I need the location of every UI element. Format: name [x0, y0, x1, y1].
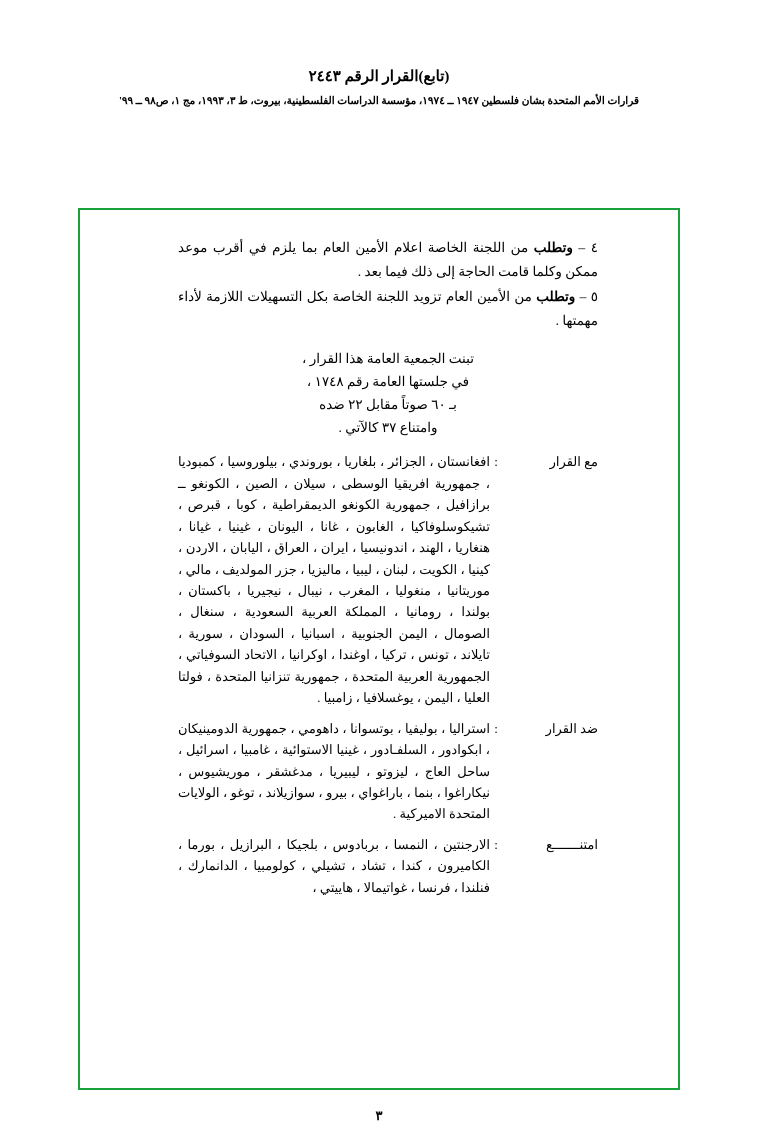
- adoption-block: [178, 347, 598, 440]
- vote-label-abstained: امتنـــــــع: [546, 836, 598, 852]
- vote-results: [178, 451, 598, 898]
- adoption-line-4: وامتناع ٣٧ كالآتي .: [338, 420, 438, 436]
- adoption-line-1: تبنت الجمعية العامة هذا القرار ،: [302, 350, 474, 366]
- vote-list-against: استراليا ، بوليفيا ، بوتسوانا ، داهومي ، جمهورية الدومينيكان ، ابكوادور ، السلفـادور ، غينيا الاستوائية ، غامبيا ، اسرائيل ، ساحل العاج ، ليزوتو ، ليبيريا ، مدغشقر ، موريشيوس ، نيكاراغوا ، بنما ، باراغواي ، بيرو ، سوازيلاند ، توغو ، الولايات المتحدة الاميركية .: [178, 720, 490, 822]
- paragraph-5: ٥ – وتطلب من الأمين العام تزويد اللجنة الخاصة بكل التسهيلات اللازمة لأداء مهمتها .: [178, 289, 599, 328]
- page-header: [0, 68, 758, 109]
- page-number: ٣: [375, 1108, 383, 1123]
- vote-label-against: ضد القرار: [545, 720, 598, 736]
- vote-list-in-favour: افغانستان ، الجزائر ، بلغاريا ، بوروندي ، بيلوروسيا ، كمبوديا ، جمهورية افريقيا الوسطى ، سيلان ، الصين ، الكونغو ــ برازافيل ، جمهورية الكونغو الديمقراطية ، كوبا ، قبرص ، تشيكوسلوفاكيا ، الغابون ، غانا ، اليونان ، غينيا ، غيانا ، هنغاريا ، الهند ، اندونيسيا ، ايران ، العراق ، اليابان ، الاردن ، كينيا ، الكويت ، لبنان ، ليبيا ، ماليزيا ، جزر المولديف ، مالي ، موريتانيا ، منغوليا ، المغرب ، نيبال ، نيجيريا ، باكستان ، بولندا ، رومانيا ، المملكة العربية السعودية ، سنغال ، الصومال ، اليمن الجنوبية ، اسبانيا ، السودان ، سورية ، تايلاند ، تونس ، تركيا ، اوغندا ، اوكرانيا ، الاتحاد السوفياتي ، الجمهورية العربية المتحدة ، جمهورية تنزانيا المتحدة ، فولتا العليا ، اليمن ، يوغسلافيا ، زامبيا .: [178, 454, 490, 706]
- page-title: (تابع)القرار الرقم ٢٤٤٣: [308, 69, 450, 85]
- adoption-line-3: بـ ٦٠ صوتاً مقابل ٢٢ ضده: [319, 396, 457, 412]
- vote-colon-in-favour: :: [494, 454, 498, 470]
- paragraph-4: ٤ – وتطلب من اللجنة الخاصة اعلام الأمين العام بما يلزم في أقرب موعد ممكن وكلما قامت الحاجة إلى ذلك فيما بعد .: [178, 240, 599, 279]
- vote-group-against: [178, 718, 598, 825]
- vote-list-abstained: الارجنتين ، النمسا ، بربادوس ، بلجيكا ، البرازيل ، بورما ، الكاميرون ، كندا ، تشاد ، تشيلي ، كولومبيا ، الدانمارك ، فنلندا ، فرنسا ، غواتيمالا ، هاييتي ،: [178, 836, 490, 895]
- vote-colon-abstained: :: [494, 836, 498, 852]
- vote-group-abstained: [178, 834, 598, 898]
- document-page: [0, 68, 758, 1146]
- vote-label-in-favour: مع القرار: [549, 454, 598, 470]
- vote-group-in-favour: [178, 451, 598, 708]
- source-citation: قرارات الأمم المتحدة بشان فلسطين ١٩٤٧ ــ ١٩٧٤، مؤسسة الدراسات الفلسطينية، بيروت، ط ٣، ١٩٩٣، مج ١، ص٩٨ ــ ٩٩': [118, 95, 640, 107]
- adoption-line-2: في جلستها العامة رقم ١٧٤٨ ،: [306, 373, 470, 389]
- vote-colon-against: :: [494, 720, 498, 736]
- document-body: [178, 236, 598, 907]
